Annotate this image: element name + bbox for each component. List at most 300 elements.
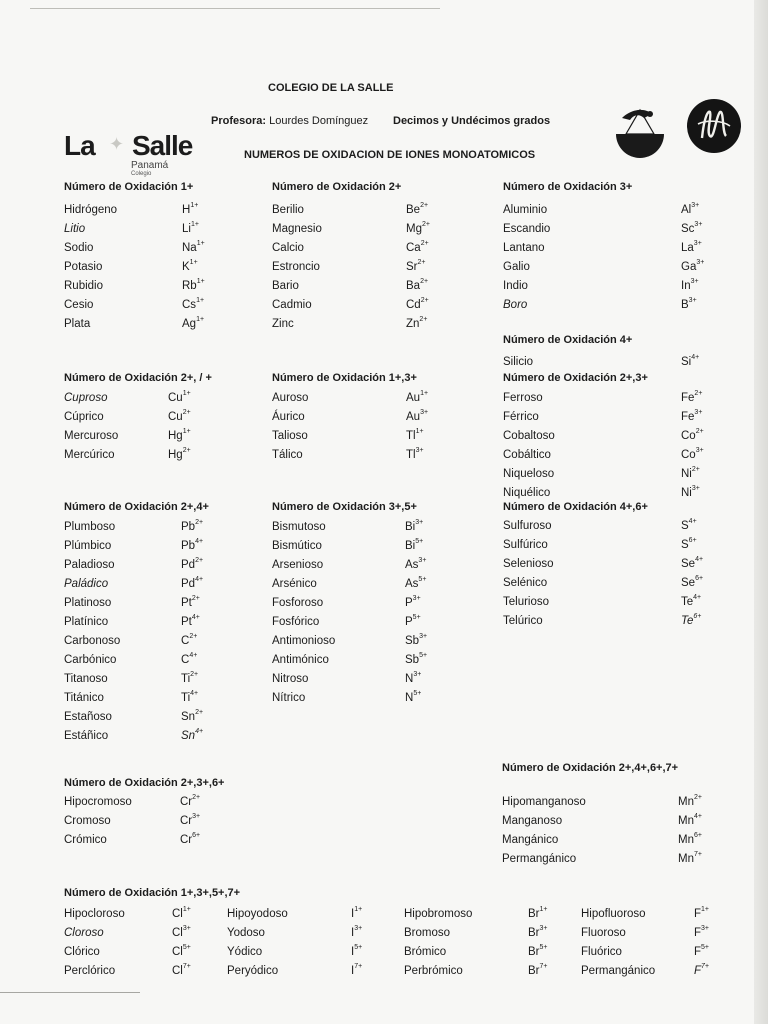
ion-symbol: $Mn^{2+}$ (678, 794, 702, 808)
ion-symbol: $C^{2+}$ (181, 633, 198, 647)
halogen-br-list (404, 905, 564, 981)
ion-row (404, 924, 564, 943)
ion-row (227, 943, 367, 962)
ion-name: Plumboso (64, 521, 116, 533)
ion-symbol: $H^{1+}$ (182, 202, 199, 216)
ion-name: Estáñico (64, 730, 109, 742)
ion-row (503, 574, 713, 593)
ion-name: Titanoso (64, 673, 108, 685)
ion-symbol: $Bi^{5+}$ (405, 538, 424, 552)
ion-row (272, 575, 442, 594)
ion-name: Mercúrico (64, 449, 115, 461)
ion-name: Sulfuroso (503, 520, 552, 532)
ion-name: Calcio (272, 242, 304, 254)
ion-row (64, 315, 224, 334)
ion-row (502, 793, 712, 812)
ion-row (64, 220, 224, 239)
ion-name: Antimónico (272, 654, 329, 666)
ion-symbol: $Fe^{3+}$ (681, 409, 703, 423)
ion-row (64, 651, 224, 670)
section-ox4-list (503, 353, 713, 372)
ion-row (502, 850, 712, 869)
ion-symbol: $Pd^{2+}$ (181, 557, 204, 571)
ion-symbol: $F^{1+}$ (694, 906, 710, 920)
ion-symbol: $Na^{1+}$ (182, 240, 205, 254)
teacher-line (211, 115, 368, 127)
section-ox2-title: Número de Oxidación 2+ (272, 181, 402, 193)
ion-row (272, 689, 442, 708)
ion-row (503, 536, 713, 555)
ion-row (503, 389, 713, 408)
ion-row (272, 220, 442, 239)
ion-name: Crómico (64, 834, 107, 846)
ion-name: Arsenioso (272, 559, 324, 571)
ion-symbol: $Te^{6+}$ (681, 613, 702, 627)
ion-name: Auroso (272, 392, 309, 404)
logo-tag: Colegio (131, 171, 152, 177)
ion-name: Rubidio (64, 280, 103, 292)
logo-star-icon: ✦ (109, 134, 125, 154)
ion-name: Áurico (272, 411, 305, 423)
ion-row (64, 708, 224, 727)
ion-row (272, 239, 442, 258)
ion-symbol: $Co^{2+}$ (681, 428, 704, 442)
ion-name: Cobaltoso (503, 430, 555, 442)
ion-name: Nítrico (272, 692, 306, 704)
ion-row (272, 632, 442, 651)
ion-symbol: $Li^{1+}$ (182, 221, 199, 235)
ion-name: Permangánico (502, 853, 577, 865)
ion-name: Selénico (503, 577, 548, 589)
section-ox23-list (503, 389, 713, 503)
section-ox3-list (503, 201, 713, 315)
ion-row (64, 389, 224, 408)
ion-row (272, 296, 442, 315)
ion-symbol: $Hg^{2+}$ (168, 447, 191, 461)
ion-row (64, 962, 204, 981)
ion-row (272, 201, 442, 220)
ion-name: Cloroso (64, 927, 104, 939)
section-ox21-list (64, 389, 224, 465)
ion-name: Sulfúrico (503, 539, 548, 551)
ion-symbol: $Zn^{2+}$ (406, 316, 428, 330)
ion-symbol: $Pb^{4+}$ (181, 538, 204, 552)
ion-symbol: $Fe^{2+}$ (681, 390, 703, 404)
ion-symbol: $Cl^{3+}$ (172, 925, 191, 939)
ion-symbol: $Cl^{5+}$ (172, 944, 191, 958)
ion-row (272, 518, 442, 537)
ion-row (64, 518, 224, 537)
ion-name: Perclórico (64, 965, 116, 977)
ion-row (64, 793, 224, 812)
ion-name: Cadmio (272, 299, 312, 311)
ion-symbol: $Rb^{1+}$ (182, 278, 205, 292)
section-ox21-title: Número de Oxidación 2+, / + (64, 372, 212, 384)
ion-row (581, 943, 721, 962)
ion-symbol: $Cr^{6+}$ (180, 832, 201, 846)
ion-row (64, 670, 224, 689)
ion-row (64, 812, 224, 831)
ion-symbol: $Sn^{2+}$ (181, 709, 204, 723)
ion-symbol: $I^{3+}$ (351, 925, 363, 939)
ion-symbol: $Pt^{2+}$ (181, 595, 200, 609)
ion-symbol: $Cu^{1+}$ (168, 390, 191, 404)
ion-row (503, 427, 713, 446)
ion-symbol: $Al^{3+}$ (681, 202, 700, 216)
ion-row (272, 315, 442, 334)
section-ox1357-title: Número de Oxidación 1+,3+,5+,7+ (64, 887, 241, 899)
ion-name: Silicio (503, 356, 534, 368)
section-ox236-list (64, 793, 224, 850)
ion-name: Cobáltico (503, 449, 551, 461)
halogen-cl-list (64, 905, 204, 981)
ion-symbol: $Mn^{4+}$ (678, 813, 702, 827)
ion-name: Cúprico (64, 411, 104, 423)
section-ox35-list (272, 518, 442, 708)
ion-symbol: $Be^{2+}$ (406, 202, 429, 216)
ion-symbol: $Ti^{4+}$ (181, 690, 199, 704)
ion-symbol: $Mn^{6+}$ (678, 832, 702, 846)
ion-row (227, 924, 367, 943)
ion-name: Platínico (64, 616, 109, 628)
teacher-name: Lourdes Domínguez (269, 115, 369, 127)
ion-name: Paladioso (64, 559, 115, 571)
scan-line (30, 8, 440, 9)
ion-symbol: $S^{4+}$ (681, 518, 697, 532)
ion-name: Carbonoso (64, 635, 121, 647)
ion-symbol: $Hg^{1+}$ (168, 428, 191, 442)
ion-row (503, 517, 713, 536)
ion-symbol: $Se^{6+}$ (681, 575, 704, 589)
ion-symbol: $P^{3+}$ (405, 595, 421, 609)
ion-symbol: $Pb^{2+}$ (181, 519, 204, 533)
ion-symbol: $Ag^{1+}$ (182, 316, 205, 330)
ion-row (503, 353, 713, 372)
ion-name: Fluoroso (581, 927, 626, 939)
ion-row (503, 239, 713, 258)
ion-name: Telúrico (503, 615, 543, 627)
ion-symbol: $Bi^{3+}$ (405, 519, 424, 533)
ion-name: Magnesio (272, 223, 322, 235)
star-emblem-icon (612, 104, 668, 162)
ion-row (503, 593, 713, 612)
ion-name: Clórico (64, 946, 100, 958)
ion-name: Cesio (64, 299, 94, 311)
ion-symbol: $In^{3+}$ (681, 278, 699, 292)
ion-symbol: $S^{6+}$ (681, 537, 697, 551)
ion-symbol: $As^{3+}$ (405, 557, 427, 571)
halogen-f-list (581, 905, 721, 981)
ion-name: Fosfórico (272, 616, 320, 628)
ion-symbol: $I^{7+}$ (351, 963, 363, 977)
ion-row (503, 277, 713, 296)
ion-symbol: $Br^{3+}$ (528, 925, 548, 939)
ion-row (64, 594, 224, 613)
ion-row (64, 831, 224, 850)
ion-row (503, 555, 713, 574)
ion-name: Galio (503, 261, 530, 273)
ion-symbol: $I^{1+}$ (351, 906, 363, 920)
teacher-label: Profesora: (211, 115, 267, 127)
section-ox46-list (503, 517, 713, 631)
ion-row (64, 613, 224, 632)
scan-line (0, 992, 140, 993)
ion-row (502, 812, 712, 831)
ion-row (64, 556, 224, 575)
ion-name: Niquélico (503, 487, 551, 499)
ion-name: Aluminio (503, 204, 548, 216)
halogen-i-list (227, 905, 367, 981)
ion-name: Paládico (64, 578, 109, 590)
ion-name: Férrico (503, 411, 539, 423)
ion-symbol: $Ti^{2+}$ (181, 671, 199, 685)
ion-name: Telurioso (503, 596, 550, 608)
ion-row (404, 943, 564, 962)
ion-name: Mercuroso (64, 430, 119, 442)
ion-symbol: $Ga^{3+}$ (681, 259, 705, 273)
ion-name: Talioso (272, 430, 308, 442)
section-ox2467-list (502, 793, 712, 869)
ion-name: Berilio (272, 204, 304, 216)
ion-row (64, 239, 224, 258)
ion-row (64, 689, 224, 708)
ion-symbol: $Sb^{3+}$ (405, 633, 428, 647)
ion-symbol: $Si^{4+}$ (681, 354, 700, 368)
ion-name: Yodoso (227, 927, 265, 939)
ion-name: Hipocloroso (64, 908, 125, 920)
ion-symbol: $F^{3+}$ (694, 925, 710, 939)
ion-name: Hipoyodoso (227, 908, 288, 920)
ion-symbol: $Br^{1+}$ (528, 906, 548, 920)
ion-name: Cuproso (64, 392, 108, 404)
ion-symbol: $Br^{5+}$ (528, 944, 548, 958)
ion-name: Boro (503, 299, 528, 311)
ion-name: Plúmbico (64, 540, 112, 552)
ion-name: Zinc (272, 318, 294, 330)
ion-name: Brómico (404, 946, 447, 958)
ion-row (64, 296, 224, 315)
ion-row (64, 537, 224, 556)
ion-symbol: $Ni^{2+}$ (681, 466, 700, 480)
ion-symbol: $Cl^{1+}$ (172, 906, 191, 920)
ion-row (64, 905, 204, 924)
ion-symbol: $Cr^{2+}$ (180, 794, 201, 808)
ion-row (503, 258, 713, 277)
ion-name: Antimonioso (272, 635, 336, 647)
ion-name: Nitroso (272, 673, 309, 685)
ion-row (272, 651, 442, 670)
ion-symbol: $Pt^{4+}$ (181, 614, 200, 628)
ion-symbol: $Tl^{3+}$ (406, 447, 424, 461)
section-ox23-title: Número de Oxidación 2+,3+ (503, 372, 648, 384)
ion-name: Bromoso (404, 927, 451, 939)
ion-row (272, 277, 442, 296)
ion-name: Niqueloso (503, 468, 555, 480)
ion-name: Sodio (64, 242, 94, 254)
ion-row (64, 446, 224, 465)
ion-symbol: $B^{3+}$ (681, 297, 697, 311)
seal-icon (686, 98, 742, 154)
ion-name: Ferroso (503, 392, 543, 404)
section-ox2-list (272, 201, 442, 334)
ion-name: Bario (272, 280, 299, 292)
ion-name: Hipofluoroso (581, 908, 646, 920)
ion-symbol: $Cu^{2+}$ (168, 409, 191, 423)
ion-symbol: $Cr^{3+}$ (180, 813, 201, 827)
ion-symbol: $Cs^{1+}$ (182, 297, 205, 311)
ion-symbol: $Sc^{3+}$ (681, 221, 703, 235)
ion-name: Hipocromoso (64, 796, 132, 808)
document-subtitle: NUMEROS DE OXIDACION DE IONES MONOATOMICOS (244, 149, 536, 161)
ion-row (503, 201, 713, 220)
section-ox236-title: Número de Oxidación 2+,3+,6+ (64, 777, 225, 789)
ion-symbol: $La^{3+}$ (681, 240, 702, 254)
ion-symbol: $Tl^{1+}$ (406, 428, 424, 442)
section-ox2467-title: Número de Oxidación 2+,4+,6+,7+ (502, 762, 679, 774)
ion-name: Hipobromoso (404, 908, 473, 920)
section-ox4-title: Número de Oxidación 4+ (503, 334, 633, 346)
ion-name: Bismutoso (272, 521, 326, 533)
ion-symbol: $C^{4+}$ (181, 652, 198, 666)
ion-name: Bismútico (272, 540, 322, 552)
ion-row (502, 831, 712, 850)
section-ox24-title: Número de Oxidación 2+,4+ (64, 501, 209, 513)
section-ox1-title: Número de Oxidación 1+ (64, 181, 194, 193)
section-ox1-list (64, 201, 224, 334)
grades-label: Decimos y Undécimos grados (393, 115, 551, 127)
ion-symbol: $Ca^{2+}$ (406, 240, 429, 254)
ion-name: Fluórico (581, 946, 622, 958)
ion-symbol: $Sb^{5+}$ (405, 652, 428, 666)
ion-row (272, 408, 442, 427)
ion-name: Perbrómico (404, 965, 463, 977)
ion-row (404, 962, 564, 981)
ion-row (64, 943, 204, 962)
ion-name: Titánico (64, 692, 104, 704)
logo-word-la: La (64, 130, 95, 161)
ion-symbol: $Ba^{2+}$ (406, 278, 429, 292)
ion-name: Indio (503, 280, 528, 292)
ion-row (581, 962, 721, 981)
ion-row (503, 220, 713, 239)
ion-row (503, 446, 713, 465)
ion-row (272, 613, 442, 632)
ion-name: Hipomanganoso (502, 796, 586, 808)
ion-symbol: $Br^{7+}$ (528, 963, 548, 977)
ion-symbol: $As^{5+}$ (405, 576, 427, 590)
ion-symbol: $Ni^{3+}$ (681, 485, 700, 499)
section-ox24-list (64, 518, 224, 746)
ion-row (503, 612, 713, 631)
ion-row (64, 408, 224, 427)
ion-symbol: $Mn^{7+}$ (678, 851, 702, 865)
ion-name: Yódico (227, 946, 263, 958)
ion-symbol: $Pd^{4+}$ (181, 576, 204, 590)
ion-name: Platinoso (64, 597, 112, 609)
ion-symbol: $Sr^{2+}$ (406, 259, 426, 273)
ion-row (272, 594, 442, 613)
section-ox13-list (272, 389, 442, 465)
section-ox13-title: Número de Oxidación 1+,3+ (272, 372, 417, 384)
ion-row (227, 962, 367, 981)
ion-symbol: $Cd^{2+}$ (406, 297, 429, 311)
logo-country: Panamá (131, 160, 169, 171)
ion-symbol: $I^{5+}$ (351, 944, 363, 958)
ion-name: Potasio (64, 261, 103, 273)
ion-row (64, 277, 224, 296)
ion-name: Manganoso (502, 815, 563, 827)
ion-name: Cromoso (64, 815, 111, 827)
ion-symbol: $N^{3+}$ (405, 671, 422, 685)
ion-row (272, 670, 442, 689)
ion-row (272, 427, 442, 446)
ion-symbol: $P^{5+}$ (405, 614, 421, 628)
ion-symbol: $Te^{4+}$ (681, 594, 702, 608)
ion-symbol: $F^{5+}$ (694, 944, 710, 958)
ion-name: Fosforoso (272, 597, 324, 609)
ion-row (227, 905, 367, 924)
ion-symbol: $F^{7+}$ (694, 963, 710, 977)
ion-row (64, 924, 204, 943)
ion-row (64, 427, 224, 446)
ion-row (272, 258, 442, 277)
school-title: COLEGIO DE LA SALLE (268, 82, 394, 94)
ion-row (503, 465, 713, 484)
ion-name: Litio (64, 223, 86, 235)
ion-row (64, 575, 224, 594)
ion-symbol: $Cl^{7+}$ (172, 963, 191, 977)
ion-name: Permangánico (581, 965, 656, 977)
ion-name: Mangánico (502, 834, 559, 846)
ion-name: Estañoso (64, 711, 112, 723)
ion-symbol: $Se^{4+}$ (681, 556, 704, 570)
section-ox46-title: Número de Oxidación 4+,6+ (503, 501, 648, 513)
ion-row (581, 905, 721, 924)
ion-name: Estroncio (272, 261, 320, 273)
ion-row (64, 201, 224, 220)
section-ox35-title: Número de Oxidación 3+,5+ (272, 501, 417, 513)
ion-row (503, 408, 713, 427)
ion-row (272, 446, 442, 465)
ion-row (503, 296, 713, 315)
ion-row (64, 632, 224, 651)
ion-symbol: $K^{1+}$ (182, 259, 198, 273)
ion-row (64, 727, 224, 746)
ion-name: Selenioso (503, 558, 554, 570)
ion-name: Lantano (503, 242, 545, 254)
ion-row (404, 905, 564, 924)
ion-symbol: $Mg^{2+}$ (406, 221, 430, 235)
page-edge (754, 0, 768, 1024)
ion-name: Plata (64, 318, 91, 330)
ion-symbol: $Co^{3+}$ (681, 447, 704, 461)
ion-row (581, 924, 721, 943)
ion-row (272, 537, 442, 556)
ion-symbol: $N^{5+}$ (405, 690, 422, 704)
ion-name: Peryódico (227, 965, 279, 977)
ion-name: Escandio (503, 223, 551, 235)
logo-word-salle: Salle (132, 130, 193, 161)
ion-row (272, 389, 442, 408)
ion-symbol: $Au^{3+}$ (406, 409, 429, 423)
ion-name: Hidrógeno (64, 204, 118, 216)
section-ox3-title: Número de Oxidación 3+ (503, 181, 633, 193)
ion-row (64, 258, 224, 277)
ion-name: Arsénico (272, 578, 317, 590)
ion-name: Tálico (272, 449, 303, 461)
ion-symbol: $Sn^{4+}$ (181, 728, 204, 742)
ion-name: Carbónico (64, 654, 117, 666)
